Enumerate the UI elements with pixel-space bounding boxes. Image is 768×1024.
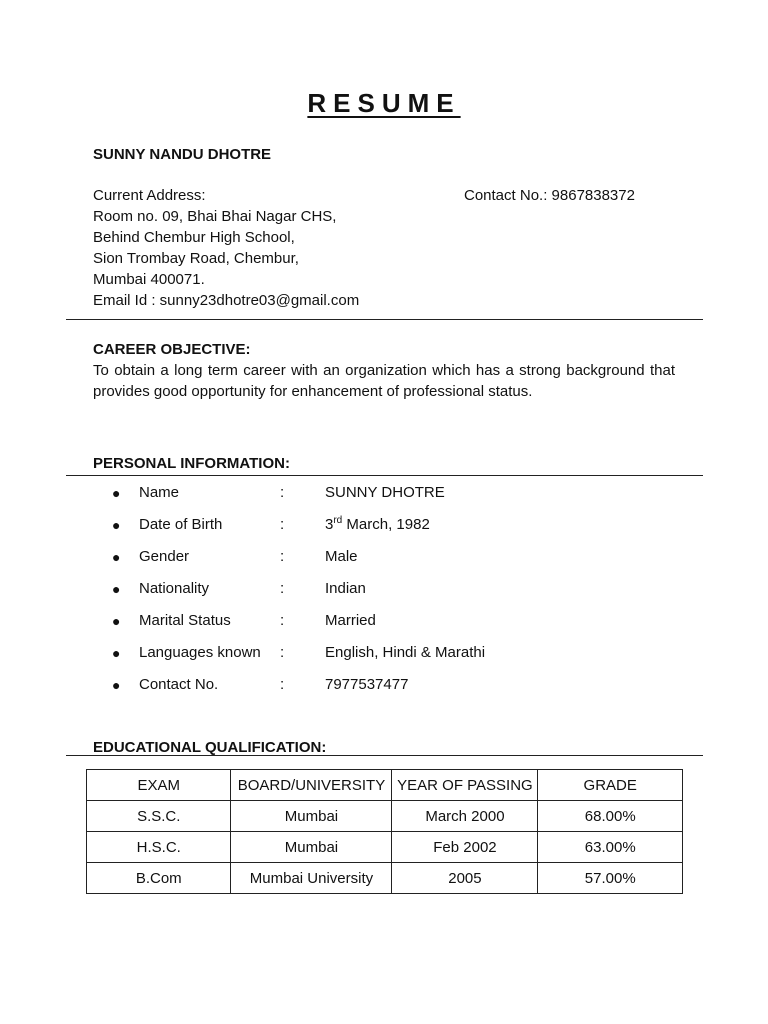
- bullet-icon: ●: [112, 581, 121, 597]
- colon: :: [280, 612, 285, 629]
- table-cell: Mumbai: [231, 832, 392, 863]
- table-row: [87, 832, 683, 863]
- colon: :: [280, 548, 285, 565]
- address-line: Mumbai 400071.: [93, 271, 205, 288]
- table-row: [87, 863, 683, 894]
- info-label: Contact No.: [139, 676, 219, 693]
- table-cell: 2005: [392, 863, 538, 894]
- info-label: Languages known: [139, 644, 261, 661]
- dob-day: 3: [325, 516, 334, 533]
- address-block: [93, 185, 359, 311]
- dob-rest: March, 1982: [342, 516, 430, 533]
- info-value: [325, 515, 430, 535]
- address-label: Current Address:: [93, 187, 206, 204]
- career-objective-text: To obtain a long term career with an organization which has a strong background that provides good opportunity for enhancement of professional status.: [93, 362, 675, 400]
- info-label: Date of Birth: [139, 516, 223, 533]
- info-label: Gender: [139, 548, 190, 565]
- career-objective-heading: CAREER OBJECTIVE:: [93, 341, 251, 358]
- table-cell: 68.00%: [538, 801, 683, 832]
- colon: :: [280, 516, 285, 533]
- bullet-icon: ●: [112, 485, 121, 501]
- info-label: Marital Status: [139, 612, 231, 629]
- bullet-icon: ●: [112, 677, 121, 693]
- info-value: Indian: [325, 580, 366, 597]
- info-value: Married: [325, 612, 376, 629]
- info-value: SUNNY DHOTRE: [325, 484, 445, 501]
- colon: :: [280, 484, 285, 501]
- address-line: Behind Chembur High School,: [93, 229, 295, 246]
- candidate-name: SUNNY NANDU DHOTRE: [93, 146, 272, 163]
- column-header: EXAM: [87, 770, 231, 801]
- info-value: Male: [325, 548, 358, 565]
- table-row: [87, 801, 683, 832]
- divider: [66, 755, 703, 756]
- column-header: BOARD/UNIVERSITY: [231, 770, 392, 801]
- bullet-icon: ●: [112, 645, 121, 661]
- table-cell: March 2000: [392, 801, 538, 832]
- education-heading: EDUCATIONAL QUALIFICATION:: [93, 739, 327, 756]
- bullet-icon: ●: [112, 613, 121, 629]
- email-line: Email Id : sunny23dhotre03@gmail.com: [93, 292, 360, 309]
- info-value: 7977537477: [325, 676, 409, 693]
- colon: :: [280, 676, 285, 693]
- table-cell: 63.00%: [538, 832, 683, 863]
- personal-information-heading: PERSONAL INFORMATION:: [93, 455, 290, 472]
- colon: :: [280, 580, 285, 597]
- table-cell: S.S.C.: [87, 801, 231, 832]
- table-header-row: [87, 770, 683, 801]
- address-line: Room no. 09, Bhai Bhai Nagar CHS,: [93, 208, 337, 225]
- bullet-icon: ●: [112, 549, 121, 565]
- table-cell: Mumbai: [231, 801, 392, 832]
- table-cell: Feb 2002: [392, 832, 538, 863]
- dob-suffix: rd: [333, 515, 343, 526]
- divider: [66, 319, 703, 320]
- table-cell: H.S.C.: [87, 832, 231, 863]
- education-table: [86, 769, 683, 894]
- bullet-icon: ●: [112, 517, 121, 533]
- colon: :: [280, 644, 285, 661]
- table-cell: Mumbai University: [231, 863, 392, 894]
- table-cell: B.Com: [87, 863, 231, 894]
- info-label: Name: [139, 484, 180, 501]
- address-line: Sion Trombay Road, Chembur,: [93, 250, 299, 267]
- resume-title: RESUME: [307, 88, 461, 118]
- table-cell: 57.00%: [538, 863, 683, 894]
- column-header: GRADE: [538, 770, 683, 801]
- info-label: Nationality: [139, 580, 210, 597]
- contact-number: Contact No.: 9867838372: [464, 187, 635, 204]
- info-value: English, Hindi & Marathi: [325, 644, 486, 661]
- divider: [66, 475, 703, 476]
- column-header: YEAR OF PASSING: [392, 770, 538, 801]
